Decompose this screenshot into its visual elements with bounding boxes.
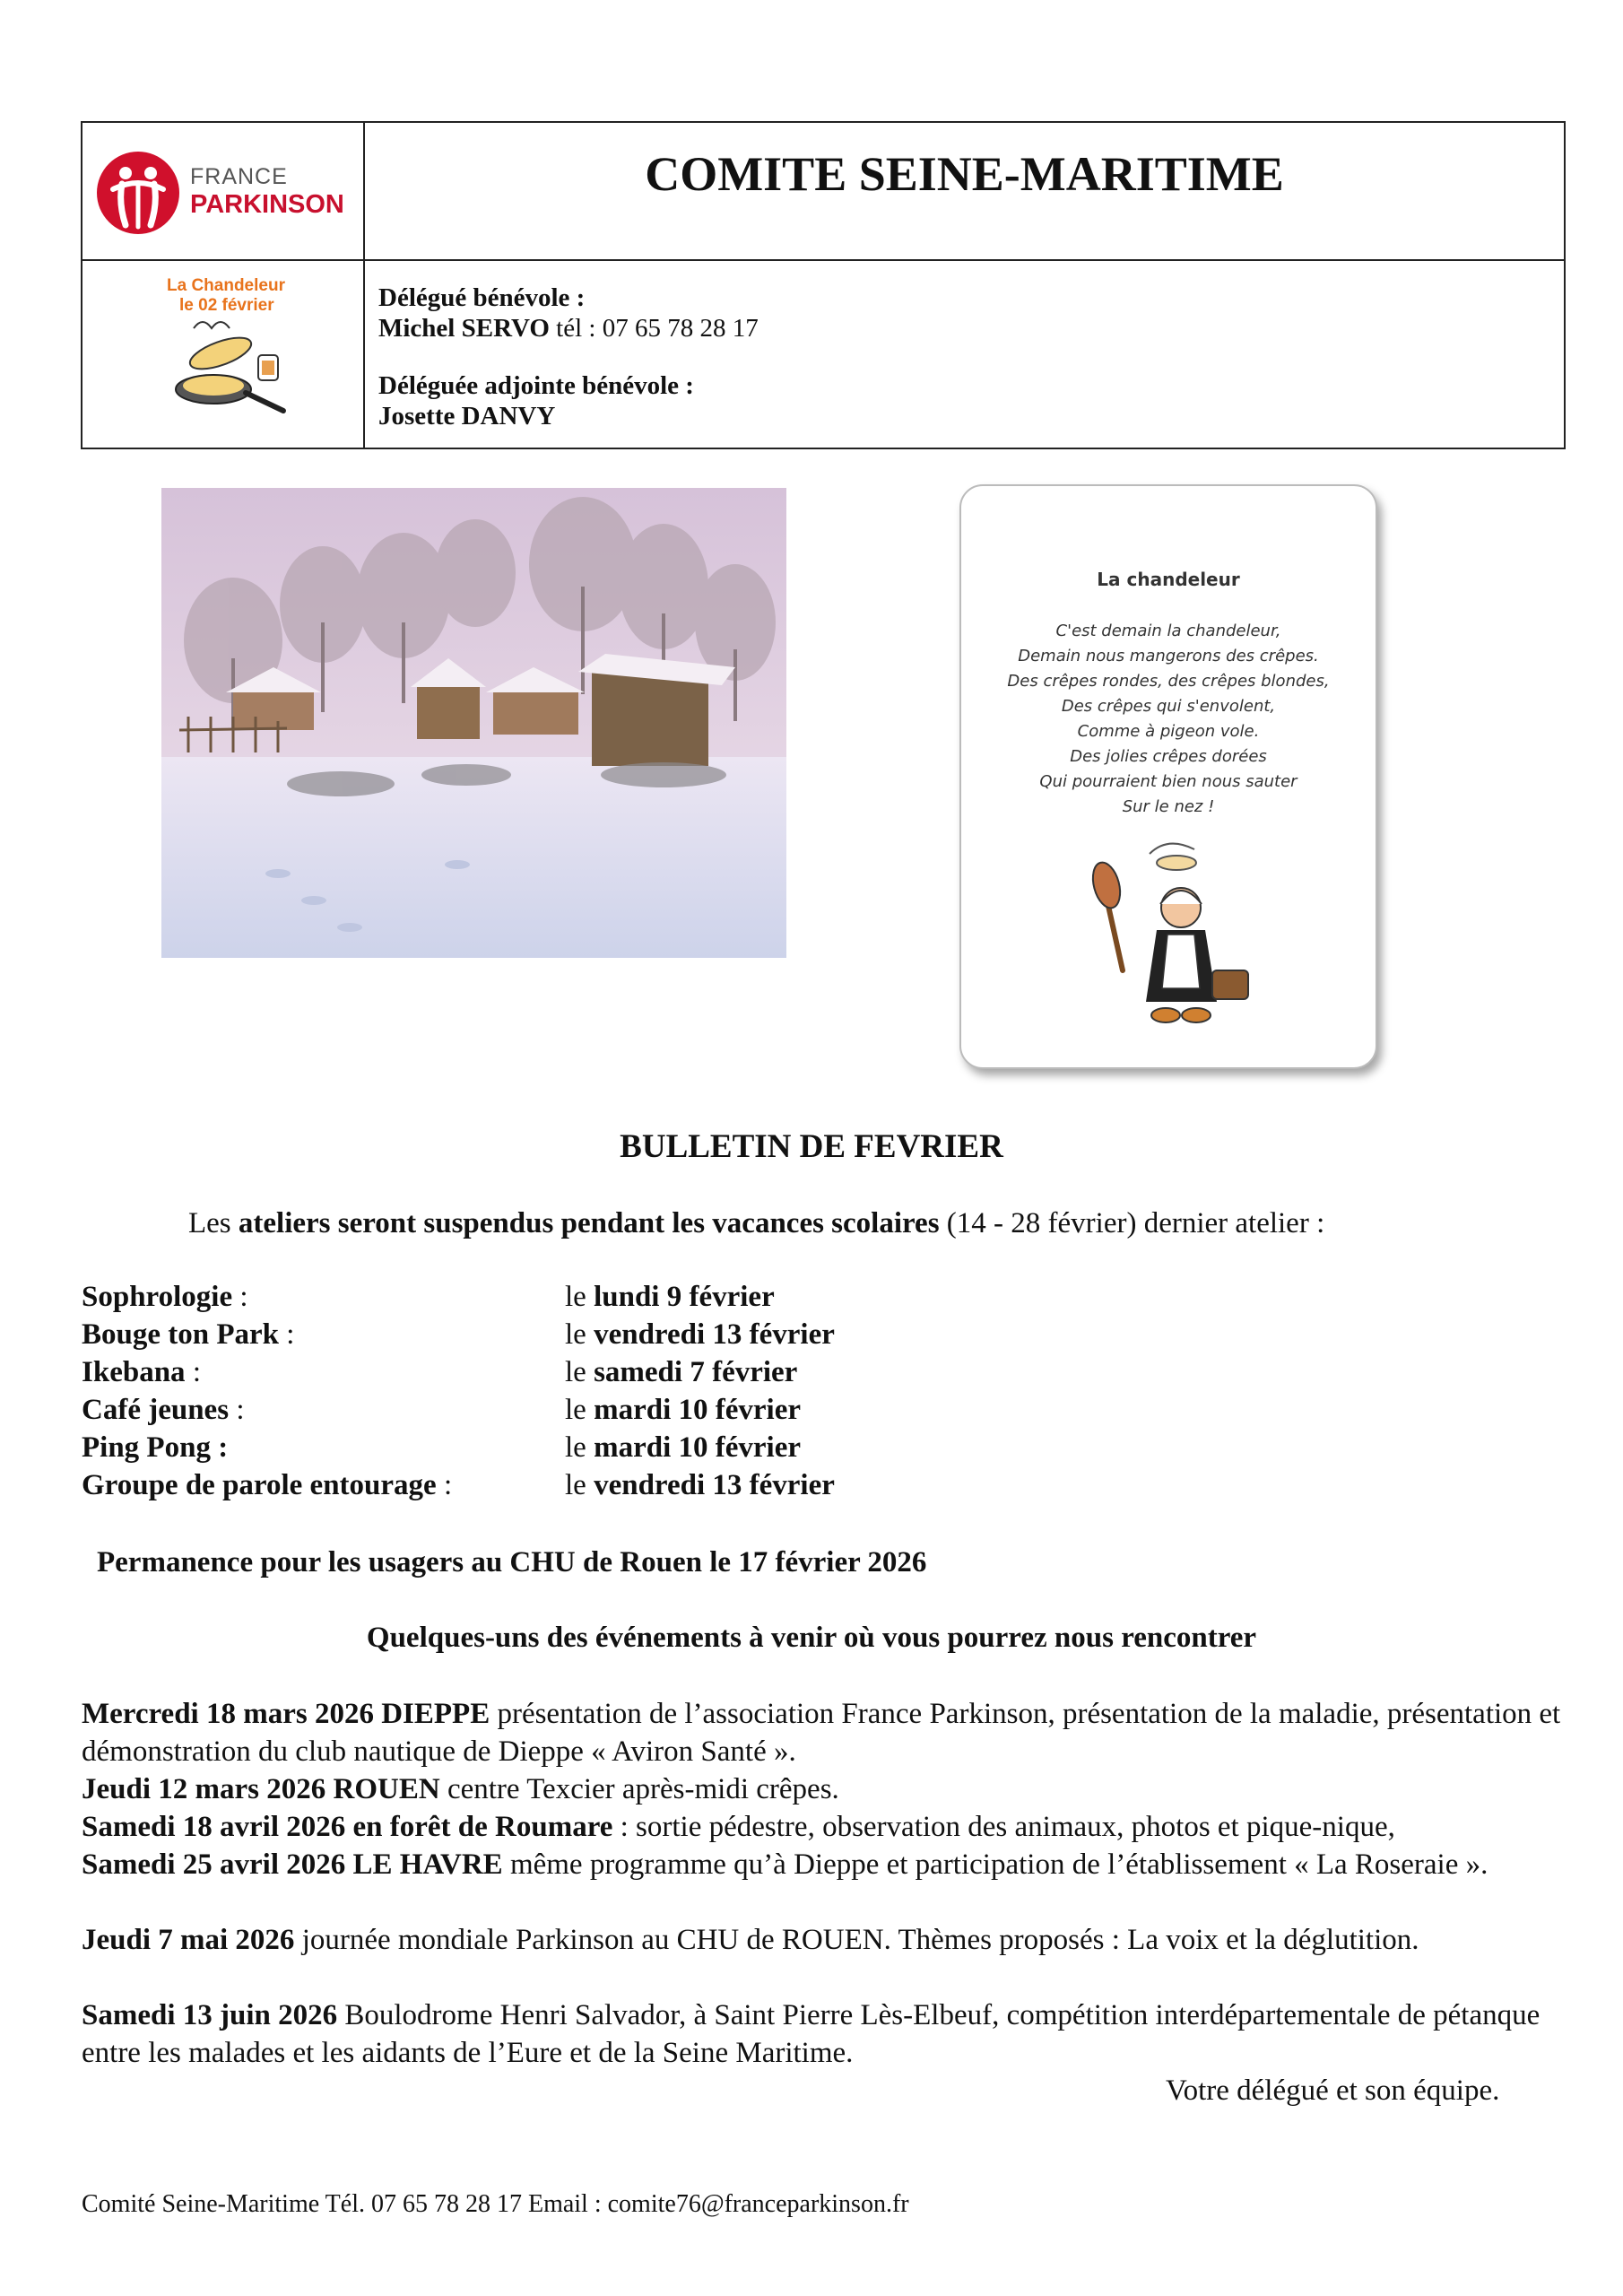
events-heading: Quelques-uns des événements à venir où vous pourrez nous rencontrer (366, 1622, 1257, 1654)
deputy-name: Josette DANVY (378, 402, 556, 430)
suspension-prefix: Les (188, 1207, 239, 1239)
chandeleur-poem-card (959, 484, 1377, 1069)
delegate-phone: tél : 07 65 78 28 17 (556, 314, 759, 343)
activity-date: le vendredi 13 février (565, 1318, 835, 1351)
bulletin-title: BULLETIN DE FEVRIER (620, 1128, 1003, 1165)
delegates-block (378, 283, 759, 431)
poem-title: La chandeleur (1097, 569, 1240, 590)
event-item: Samedi 25 avril 2026 LE HAVRE même programme qu’à Dieppe et participation de l’établissement « La Roseraie ». (82, 1848, 1488, 1881)
chandeleur-badge-line2: le 02 février (179, 296, 274, 315)
chandeleur-badge-line1: La Chandeleur (167, 276, 285, 295)
delegate-label: Délégué bénévole : (378, 283, 586, 312)
activity-name: Ping Pong : (82, 1431, 229, 1464)
activity-name: Groupe de parole entourage : (82, 1469, 453, 1501)
crepe-pan-icon (158, 310, 292, 436)
delegate-name: Michel SERVO (378, 314, 550, 343)
activity-name: Bouge ton Park : (82, 1318, 295, 1351)
chandeleur-illustration (158, 271, 292, 441)
activity-date: le vendredi 13 février (565, 1469, 835, 1501)
activity-name: Sophrologie : (82, 1281, 248, 1313)
poem-line: Demain nous mangerons des crêpes. (1018, 647, 1319, 665)
pancake-girl-icon (1087, 836, 1266, 1042)
suspension-emphasis: ateliers seront suspendus pendant les vacances scolaires (238, 1207, 940, 1239)
activity-name: Ikebana : (82, 1356, 201, 1388)
poem-line: Des crêpes qui s'envolent, (1061, 697, 1276, 716)
header-table (81, 121, 1566, 449)
deputy-label: Déléguée adjointe bénévole : (378, 371, 694, 400)
activity-date: le mardi 10 février (565, 1431, 801, 1464)
logo-text-parkinson: PARKINSON (190, 190, 344, 219)
event-item: Samedi 18 avril 2026 en forêt de Roumare : sortie pédestre, observation des animaux, photos et pique-nique, (82, 1811, 1395, 1843)
winter-village-painting (161, 488, 786, 958)
signature: Votre délégué et son équipe. (1166, 2074, 1500, 2107)
suspension-dates: (14 - 28 février) dernier atelier : (939, 1207, 1325, 1239)
poem-text (961, 619, 1376, 820)
poem-line: Sur le nez ! (1122, 797, 1215, 816)
france-parkinson-logo (95, 150, 355, 235)
poem-line: Qui pourraient bien nous sauter (1039, 772, 1298, 791)
poem-line: Comme à pigeon vole. (1077, 722, 1260, 741)
event-item: Jeudi 7 mai 2026 journée mondiale Parkinson au CHU de ROUEN. Thèmes proposés : La voix et la déglutition. (82, 1924, 1419, 1956)
parkinson-logo-icon (95, 150, 181, 236)
footer-contact: Comité Seine-Maritime Tél. 07 65 78 28 17 Email : comite76@franceparkinson.fr (82, 2190, 909, 2218)
activity-date: le mardi 10 février (565, 1394, 801, 1426)
poem-line: C'est demain la chandeleur, (1055, 622, 1281, 640)
activity-date: le samedi 7 février (565, 1356, 798, 1388)
permanence-notice: Permanence pour les usagers au CHU de Rouen le 17 février 2026 (97, 1546, 927, 1578)
table-divider-horizontal (82, 259, 1564, 261)
activity-date: le lundi 9 février (565, 1281, 775, 1313)
event-item: Mercredi 18 mars 2026 DIEPPE présentation de l’association France Parkinson, présentation de la maladie, présentation et démonstration du club nautique de Dieppe « Aviron Santé ». (82, 1698, 1561, 1768)
committee-title: COMITE SEINE-MARITIME (645, 147, 1284, 201)
poem-line: Des jolies crêpes dorées (1070, 747, 1267, 766)
suspension-notice (188, 1207, 1324, 1240)
poem-line: Des crêpes rondes, des crêpes blondes, (1007, 672, 1330, 691)
event-item: Jeudi 12 mars 2026 ROUEN centre Texcier après-midi crêpes. (82, 1773, 839, 1805)
activity-name: Café jeunes : (82, 1394, 245, 1426)
logo-text-france: FRANCE (190, 164, 288, 189)
event-item: Samedi 13 juin 2026 Boulodrome Henri Salvador, à Saint Pierre Lès-Elbeuf, compétition interdépartementale de pétanque entre les malades et les aidants de l’Eure et de la Seine Maritime. (82, 1999, 1541, 2069)
